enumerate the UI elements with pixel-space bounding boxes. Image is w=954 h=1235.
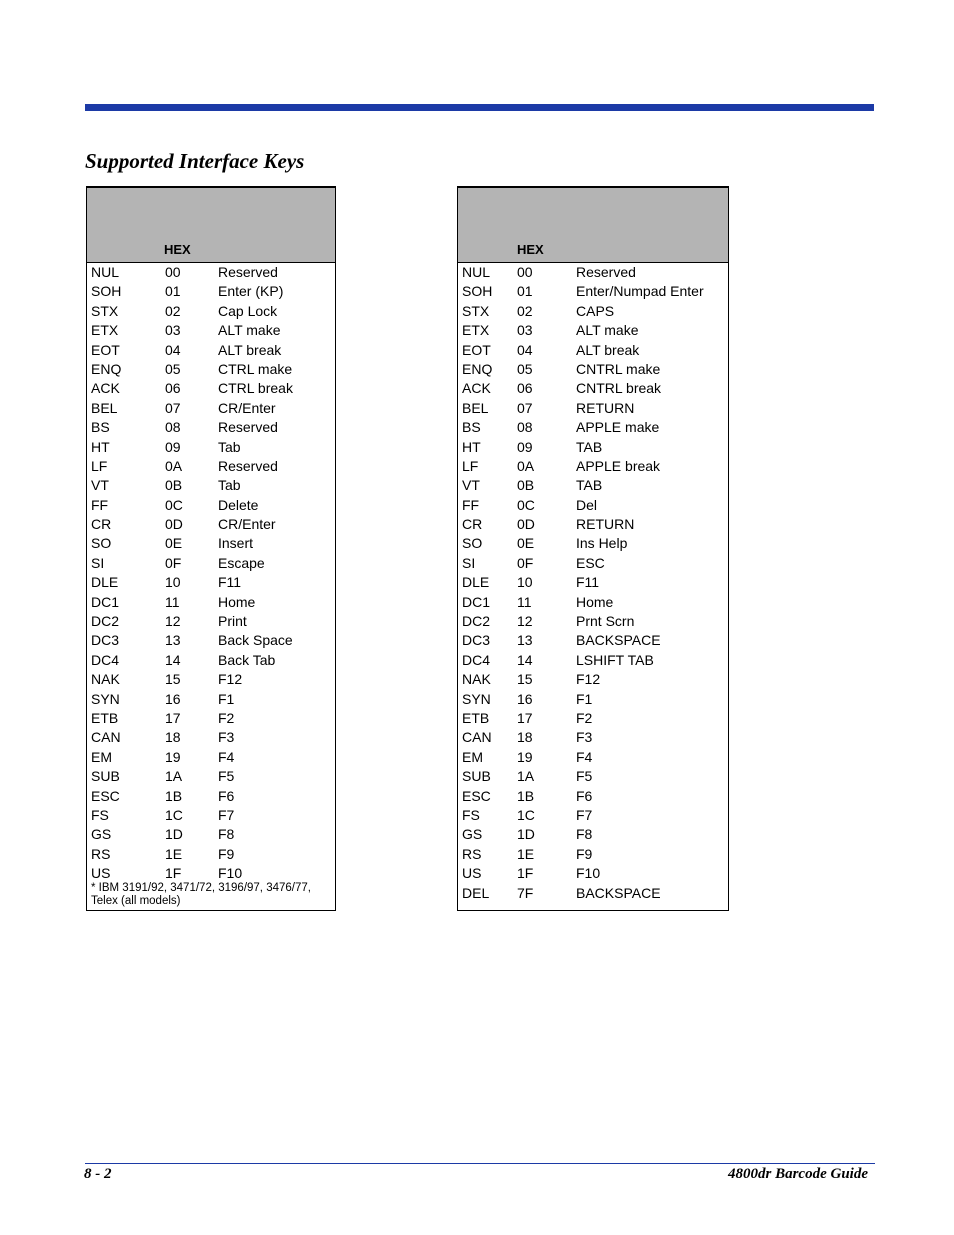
- key-name-cell: VT: [462, 477, 480, 494]
- function-cell: APPLE break: [576, 457, 661, 474]
- key-name-cell: SYN: [91, 690, 120, 707]
- hex-cell: 0E: [517, 535, 535, 552]
- table-row: [458, 825, 728, 844]
- key-name-cell: NUL: [91, 264, 120, 280]
- key-name-cell: ENQ: [91, 360, 122, 377]
- function-cell: Reserved: [218, 457, 278, 474]
- key-name-cell: ACK: [91, 380, 120, 397]
- page-title: Supported Interface Keys: [85, 149, 305, 173]
- key-name-cell: ETX: [462, 322, 490, 339]
- key-name-cell: SOH: [91, 283, 122, 300]
- hex-cell: 00: [517, 264, 533, 280]
- hex-cell: 12: [517, 613, 533, 630]
- table-row: [87, 670, 335, 689]
- hex-cell: 0E: [165, 535, 183, 552]
- key-name-cell: LF: [462, 457, 479, 474]
- hex-cell: 19: [165, 748, 181, 765]
- key-name-cell: DC3: [462, 632, 491, 649]
- footnote: [91, 882, 311, 907]
- hex-cell: 03: [165, 322, 181, 339]
- hex-cell: 03: [517, 322, 533, 339]
- key-name-cell: DLE: [462, 574, 490, 591]
- hex-cell: 0C: [165, 496, 183, 513]
- hex-cell: 17: [165, 709, 181, 726]
- key-name-cell: FS: [91, 806, 109, 823]
- key-name-cell: CAN: [91, 729, 121, 746]
- key-name-cell: STX: [91, 302, 119, 319]
- table-row: [87, 341, 335, 360]
- hex-cell: 0A: [517, 457, 535, 474]
- hex-cell: 0F: [517, 554, 534, 571]
- key-name-cell: CR: [462, 516, 483, 533]
- function-cell: F3: [218, 729, 235, 746]
- hex-cell: 1B: [165, 787, 183, 804]
- table-row: [87, 728, 335, 747]
- key-name-cell: VT: [91, 477, 109, 494]
- key-name-cell: ACK: [462, 380, 491, 397]
- hex-cell: 17: [517, 709, 533, 726]
- key-name-cell: ETB: [462, 709, 490, 726]
- hex-cell: 02: [517, 302, 533, 319]
- table-row: [87, 379, 335, 398]
- table-row: [458, 554, 728, 573]
- key-name-cell: SYN: [462, 690, 491, 707]
- key-name-cell: SI: [91, 554, 105, 571]
- table-row: [458, 787, 728, 806]
- key-name-cell: NUL: [462, 264, 491, 280]
- hex-cell: 01: [517, 283, 533, 300]
- table-row: [458, 845, 728, 864]
- function-cell: CR/Enter: [218, 399, 276, 416]
- function-cell: F9: [576, 845, 593, 862]
- key-name-cell: DC1: [91, 593, 120, 610]
- hex-cell: 13: [165, 632, 181, 649]
- table-row: [458, 670, 728, 689]
- key-name-cell: GS: [91, 826, 112, 843]
- hex-cell: 1C: [517, 806, 535, 823]
- key-name-cell: FS: [462, 806, 480, 823]
- table-row: [87, 438, 335, 457]
- function-cell: Back Space: [218, 632, 293, 649]
- key-name-cell: EM: [91, 748, 112, 765]
- table-row: [87, 399, 335, 418]
- key-name-cell: DC4: [91, 651, 120, 668]
- function-cell: F2: [218, 709, 235, 726]
- table-row: [87, 302, 335, 321]
- table-row: [87, 690, 335, 709]
- function-cell: Ins Help: [576, 535, 628, 552]
- table-row: [458, 302, 728, 321]
- table-row: [458, 341, 728, 360]
- table-row: [458, 806, 728, 825]
- function-cell: ALT break: [576, 341, 640, 358]
- hex-cell: 14: [517, 651, 533, 668]
- function-cell: F4: [576, 748, 593, 765]
- table-row: [87, 496, 335, 515]
- hex-cell: 04: [165, 341, 181, 358]
- function-cell: BACKSPACE: [576, 884, 661, 901]
- hex-cell: 15: [165, 671, 181, 688]
- hex-cell: 09: [517, 438, 533, 455]
- function-cell: Escape: [218, 554, 265, 571]
- key-name-cell: US: [91, 865, 111, 882]
- hex-cell: 06: [517, 380, 533, 397]
- table-row: [458, 379, 728, 398]
- table-row: [458, 709, 728, 728]
- table-row: [458, 282, 728, 301]
- key-name-cell: NAK: [91, 671, 120, 688]
- function-cell: RETURN: [576, 516, 635, 533]
- hex-cell: 06: [165, 380, 181, 397]
- key-name-cell: BS: [91, 419, 110, 436]
- function-cell: F6: [218, 787, 235, 804]
- table-row: [87, 748, 335, 767]
- function-cell: APPLE make: [576, 419, 660, 436]
- function-cell: Tab: [218, 477, 241, 494]
- table-row: [458, 457, 728, 476]
- table-row: [87, 825, 335, 844]
- hex-cell: 07: [517, 399, 533, 416]
- function-cell: F1: [218, 690, 235, 707]
- hex-cell: 15: [517, 671, 533, 688]
- hex-cell: 1A: [165, 768, 183, 785]
- function-cell: CTRL break: [218, 380, 293, 397]
- function-cell: F10: [218, 865, 243, 882]
- table-row: [87, 593, 335, 612]
- table-row: [458, 399, 728, 418]
- function-cell: ESC: [576, 554, 605, 571]
- key-name-cell: SUB: [462, 768, 491, 785]
- header-bar: [85, 104, 874, 111]
- key-name-cell: DLE: [91, 574, 119, 591]
- function-cell: Reserved: [218, 264, 278, 280]
- key-name-cell: HT: [462, 438, 481, 455]
- table-row: [458, 767, 728, 786]
- function-cell: Insert: [218, 535, 254, 552]
- hex-cell: 08: [165, 419, 181, 436]
- function-cell: CNTRL make: [576, 360, 661, 377]
- table-row: [87, 515, 335, 534]
- key-name-cell: ETB: [91, 709, 119, 726]
- function-cell: F2: [576, 709, 593, 726]
- function-cell: ALT make: [218, 322, 281, 339]
- function-cell: F10: [576, 865, 601, 882]
- hex-cell: 10: [165, 574, 181, 591]
- function-cell: Home: [576, 593, 614, 610]
- table-row: [458, 728, 728, 747]
- function-cell: RETURN: [576, 399, 635, 416]
- table-row: [87, 651, 335, 670]
- function-cell: ALT make: [576, 322, 639, 339]
- footer-rule: [85, 1163, 875, 1164]
- function-cell: Reserved: [218, 419, 278, 436]
- hex-cell: 16: [517, 690, 533, 707]
- function-cell: Back Tab: [218, 651, 276, 668]
- hex-column-header: HEX: [164, 242, 191, 257]
- function-cell: Prnt Scrn: [576, 613, 635, 630]
- hex-cell: 1D: [165, 826, 183, 843]
- hex-cell: 00: [165, 264, 181, 280]
- hex-cell: 10: [517, 574, 533, 591]
- hex-cell: 05: [165, 360, 181, 377]
- key-name-cell: ENQ: [462, 360, 493, 377]
- table-body: [87, 263, 335, 884]
- key-name-cell: EOT: [91, 341, 120, 358]
- function-cell: F5: [576, 768, 593, 785]
- hex-cell: 1F: [517, 865, 534, 882]
- table-row: [458, 360, 728, 379]
- key-name-cell: FF: [91, 496, 109, 513]
- table-row: [458, 612, 728, 631]
- footnote-line: Telex (all models): [91, 894, 181, 907]
- hex-cell: 7F: [517, 884, 534, 901]
- hex-cell: 11: [517, 593, 532, 610]
- function-cell: CTRL make: [218, 360, 293, 377]
- table-row: [458, 651, 728, 670]
- function-cell: Enter (KP): [218, 283, 284, 300]
- function-cell: F8: [218, 826, 235, 843]
- key-name-cell: DC4: [462, 651, 491, 668]
- key-name-cell: SI: [462, 554, 476, 571]
- hex-cell: 18: [165, 729, 181, 746]
- page-number: 8 - 2: [84, 1166, 112, 1182]
- table-row: [87, 457, 335, 476]
- table-row: [87, 263, 335, 282]
- key-name-cell: HT: [91, 438, 110, 455]
- function-cell: F11: [576, 574, 600, 591]
- function-cell: F11: [218, 574, 242, 591]
- table-row: [87, 709, 335, 728]
- table-row: [458, 263, 728, 282]
- function-cell: F3: [576, 729, 593, 746]
- hex-cell: 05: [517, 360, 533, 377]
- function-cell: Tab: [218, 438, 241, 455]
- table-row: [87, 282, 335, 301]
- hex-cell: 1F: [165, 865, 182, 882]
- hex-cell: 01: [165, 283, 181, 300]
- key-name-cell: CAN: [462, 729, 492, 746]
- table-row: [87, 845, 335, 864]
- key-name-cell: DC2: [91, 613, 120, 630]
- key-name-cell: BEL: [462, 399, 489, 416]
- table-row: [87, 573, 335, 592]
- key-name-cell: SO: [91, 535, 112, 552]
- hex-cell: 07: [165, 399, 181, 416]
- function-cell: CNTRL break: [576, 380, 662, 397]
- key-name-cell: US: [462, 865, 482, 882]
- key-name-cell: SO: [462, 535, 483, 552]
- key-name-cell: FF: [462, 496, 480, 513]
- table-row: [458, 496, 728, 515]
- key-name-cell: DEL: [462, 884, 490, 901]
- key-name-cell: BEL: [91, 399, 118, 416]
- table-row: [458, 515, 728, 534]
- key-name-cell: RS: [462, 845, 482, 862]
- interface-keys-table-right: [457, 186, 729, 911]
- hex-cell: 1E: [165, 845, 183, 862]
- key-name-cell: SOH: [462, 283, 493, 300]
- function-cell: F12: [576, 671, 601, 688]
- hex-cell: 1E: [517, 845, 535, 862]
- key-name-cell: BS: [462, 419, 481, 436]
- table-row: [87, 612, 335, 631]
- function-cell: TAB: [576, 438, 603, 455]
- function-cell: TAB: [576, 477, 603, 494]
- function-cell: BACKSPACE: [576, 632, 661, 649]
- table-row: [87, 418, 335, 437]
- table-row: [458, 438, 728, 457]
- hex-cell: 14: [165, 651, 181, 668]
- table-header: [87, 188, 335, 263]
- table-row: [87, 806, 335, 825]
- table-row: [87, 554, 335, 573]
- hex-cell: 0F: [165, 554, 182, 571]
- function-cell: F4: [218, 748, 235, 765]
- key-name-cell: ESC: [91, 787, 120, 804]
- hex-cell: 12: [165, 613, 181, 630]
- hex-cell: 1B: [517, 787, 535, 804]
- function-cell: F12: [218, 671, 243, 688]
- function-cell: F5: [218, 768, 235, 785]
- function-cell: F8: [576, 826, 593, 843]
- function-cell: F1: [576, 690, 593, 707]
- hex-cell: 02: [165, 302, 181, 319]
- function-cell: LSHIFT TAB: [576, 651, 654, 668]
- key-name-cell: DC3: [91, 632, 120, 649]
- key-name-cell: NAK: [462, 671, 491, 688]
- key-name-cell: STX: [462, 302, 490, 319]
- table-row: [458, 534, 728, 553]
- interface-keys-table-left: [86, 186, 336, 911]
- table-row: [87, 321, 335, 340]
- hex-cell: 0B: [517, 477, 535, 494]
- key-name-cell: ETX: [91, 322, 119, 339]
- table-body: [458, 263, 728, 903]
- table-row: [458, 631, 728, 650]
- hex-cell: 0D: [517, 516, 535, 533]
- table-row: [458, 418, 728, 437]
- hex-cell: 0D: [165, 516, 183, 533]
- table-row: [87, 534, 335, 553]
- key-name-cell: CR: [91, 516, 112, 533]
- hex-cell: 0A: [165, 457, 183, 474]
- table-header: [458, 188, 728, 263]
- key-name-cell: SUB: [91, 768, 120, 785]
- hex-cell: 11: [165, 593, 180, 610]
- hex-cell: 19: [517, 748, 533, 765]
- hex-cell: 18: [517, 729, 533, 746]
- table-row: [458, 748, 728, 767]
- footnote-line: * IBM 3191/92, 3471/72, 3196/97, 3476/77,: [91, 882, 311, 894]
- function-cell: Print: [218, 613, 247, 630]
- table-row: [458, 884, 728, 903]
- function-cell: F6: [576, 787, 593, 804]
- hex-cell: 16: [165, 690, 181, 707]
- table-row: [458, 593, 728, 612]
- table-row: [87, 360, 335, 379]
- key-name-cell: RS: [91, 845, 111, 862]
- table-row: [87, 476, 335, 495]
- hex-cell: 08: [517, 419, 533, 436]
- function-cell: CR/Enter: [218, 516, 276, 533]
- table-row: [87, 864, 335, 883]
- hex-cell: 04: [517, 341, 533, 358]
- hex-column-header: HEX: [517, 242, 544, 257]
- function-cell: Enter/Numpad Enter: [576, 283, 704, 300]
- hex-cell: 1C: [165, 806, 183, 823]
- key-name-cell: EM: [462, 748, 483, 765]
- key-name-cell: DC2: [462, 613, 491, 630]
- key-name-cell: LF: [91, 457, 108, 474]
- key-name-cell: GS: [462, 826, 483, 843]
- function-cell: Cap Lock: [218, 302, 278, 319]
- key-name-cell: EOT: [462, 341, 491, 358]
- hex-cell: 1D: [517, 826, 535, 843]
- function-cell: F9: [218, 845, 235, 862]
- hex-cell: 1A: [517, 768, 535, 785]
- function-cell: CAPS: [576, 302, 615, 319]
- table-row: [458, 690, 728, 709]
- table-row: [458, 864, 728, 883]
- hex-cell: 13: [517, 632, 533, 649]
- hex-cell: 0C: [517, 496, 535, 513]
- guide-title: 4800dr Barcode Guide: [728, 1166, 868, 1182]
- hex-cell: 09: [165, 438, 181, 455]
- table-row: [458, 321, 728, 340]
- function-cell: F7: [218, 806, 235, 823]
- function-cell: Home: [218, 593, 256, 610]
- function-cell: Del: [576, 496, 598, 513]
- table-row: [87, 631, 335, 650]
- table-row: [87, 787, 335, 806]
- table-row: [458, 476, 728, 495]
- table-row: [458, 573, 728, 592]
- function-cell: Reserved: [576, 264, 636, 280]
- key-name-cell: ESC: [462, 787, 491, 804]
- function-cell: F7: [576, 806, 593, 823]
- table-row: [87, 767, 335, 786]
- function-cell: ALT break: [218, 341, 282, 358]
- function-cell: Delete: [218, 496, 259, 513]
- key-name-cell: DC1: [462, 593, 491, 610]
- hex-cell: 0B: [165, 477, 183, 494]
